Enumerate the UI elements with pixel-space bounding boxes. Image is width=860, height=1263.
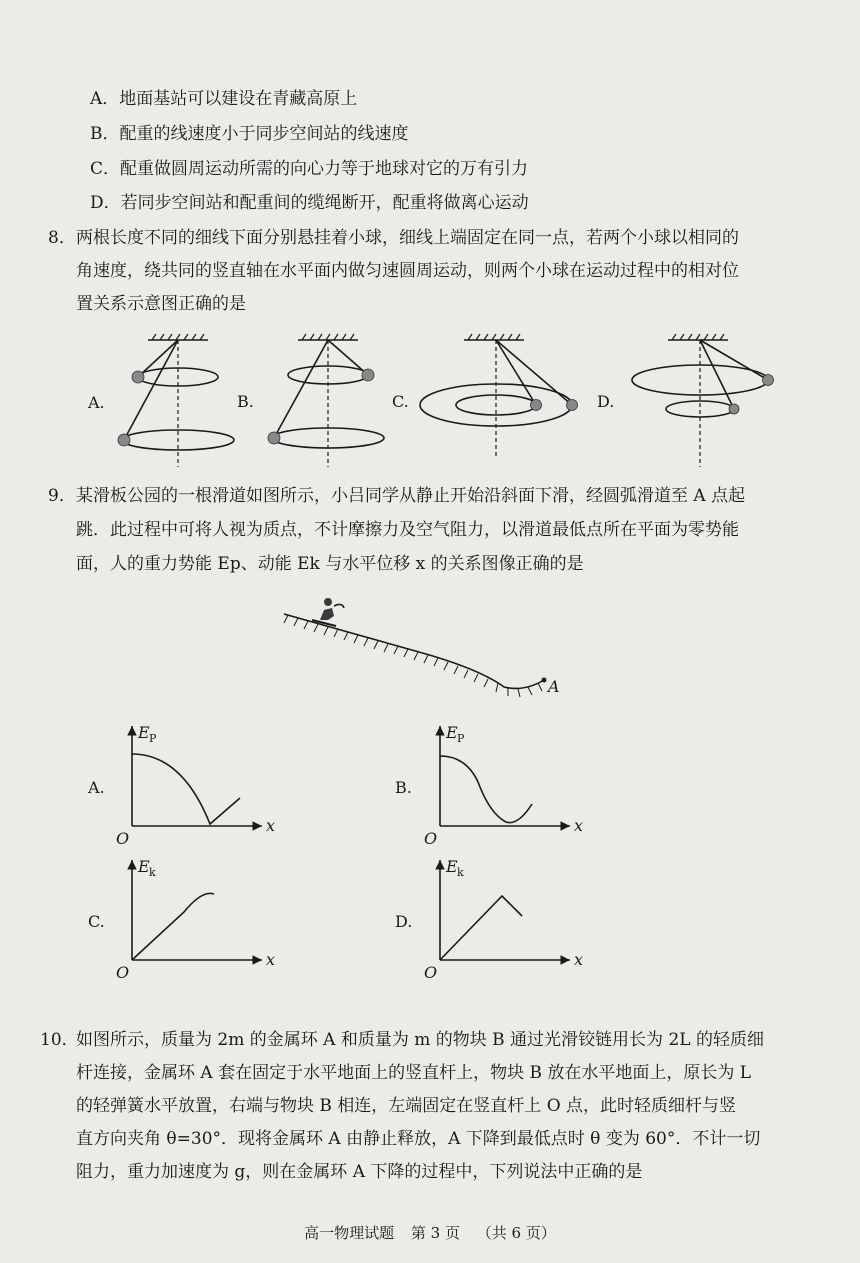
q8-line-3: 置关系示意图正确的是 xyxy=(76,294,246,314)
svg-text:k: k xyxy=(457,866,464,879)
q8-diagram-b xyxy=(270,332,400,472)
q8-line-1: 两根长度不同的细线下面分别悬挂着小球，细线上端固定在同一点，若两个小球以相同的 xyxy=(76,228,739,248)
q8-diagram-a xyxy=(120,332,240,472)
q10-number: 10． xyxy=(40,1030,79,1050)
svg-text:E: E xyxy=(138,723,150,742)
q8-option-c-label: C. xyxy=(392,392,409,411)
q8-diagram-c xyxy=(420,332,610,462)
q8-number: 8． xyxy=(48,228,76,248)
q9-line-2: 跳．此过程中可将人视为质点，不计摩擦力及空气阻力，以滑道最低点所在平面为零势能 xyxy=(76,520,739,540)
q8-option-d-label: D. xyxy=(597,392,615,411)
skater-icon xyxy=(312,598,344,626)
q10-line-5: 阻力，重力加速度为 g，则在金属环 A 下降的过程中，下列说法中正确的是 xyxy=(76,1162,643,1182)
q7-option-d: D．若同步空间站和配重间的缆绳断开，配重将做离心运动 xyxy=(90,193,529,213)
svg-text:O: O xyxy=(424,963,438,982)
q7-option-b: B．配重的线速度小于同步空间站的线速度 xyxy=(90,124,409,144)
q9-graph-c xyxy=(112,852,282,982)
footer-subject: 高一物理试题 xyxy=(304,1224,395,1242)
q8-option-a-label: A. xyxy=(88,393,105,412)
q9-graph-d xyxy=(420,852,590,982)
footer-total: （共 6 页） xyxy=(476,1224,556,1242)
footer-page: 第 3 页 xyxy=(410,1224,460,1242)
q9-number: 9． xyxy=(48,486,76,506)
svg-text:P: P xyxy=(149,732,157,745)
q10-line-2: 杆连接，金属环 A 套在固定于水平地面上的竖直杆上，物块 B 放在水平地面上，原长为 L xyxy=(76,1063,752,1083)
q9-option-b-label: B. xyxy=(395,778,412,797)
svg-text:E: E xyxy=(446,723,458,742)
q9-option-d-label: D. xyxy=(395,912,413,931)
q10-line-4: 直方向夹角 θ=30°．现将金属环 A 由静止释放，A 下降到最低点时 θ 变为 60°．不计一切 xyxy=(76,1129,761,1149)
q8-diagram-d xyxy=(630,332,780,472)
q10-line-1: 如图所示，质量为 2m 的金属环 A 和质量为 m 的物块 B 通过光滑铰链用长为 2L 的轻质细 xyxy=(76,1030,764,1050)
svg-text:O: O xyxy=(424,829,438,848)
q8-option-b-label: B. xyxy=(237,392,254,411)
q9-graph-a xyxy=(112,718,282,848)
q8-line-2: 角速度，绕共同的竖直轴在水平面内做匀速圆周运动，则两个小球在运动过程中的相对位 xyxy=(76,261,739,281)
q10-line-3: 的轻弹簧水平放置，右端与物块 B 相连，左端固定在竖直杆上 O 点，此时轻质细杆与竖 xyxy=(76,1096,737,1116)
svg-text:x: x xyxy=(266,950,276,969)
q9-point-a-label: A xyxy=(548,677,560,696)
svg-text:x: x xyxy=(574,816,584,835)
q9-option-c-label: C. xyxy=(88,912,105,931)
svg-text:P: P xyxy=(457,732,465,745)
q9-line-3: 面，人的重力势能 Ep、动能 Ek 与水平位移 x 的关系图像正确的是 xyxy=(76,554,584,574)
svg-text:E: E xyxy=(446,857,458,876)
q9-graph-b xyxy=(420,718,590,848)
q9-option-a-label: A. xyxy=(88,778,105,797)
svg-text:k: k xyxy=(149,866,156,879)
q7-option-a: A．地面基站可以建设在青藏高原上 xyxy=(90,89,358,109)
svg-text:O: O xyxy=(116,829,130,848)
q9-slide-diagram xyxy=(276,592,576,712)
q9-line-1: 某滑板公园的一根滑道如图所示，小吕同学从静止开始沿斜面下滑，经圆弧滑道至 A 点起 xyxy=(76,486,746,506)
svg-text:E: E xyxy=(138,857,150,876)
svg-text:x: x xyxy=(574,950,584,969)
q7-option-c: C．配重做圆周运动所需的向心力等于地球对它的万有引力 xyxy=(90,159,529,179)
page-footer xyxy=(0,1222,860,1243)
svg-text:x: x xyxy=(266,816,276,835)
svg-text:O: O xyxy=(116,963,130,982)
